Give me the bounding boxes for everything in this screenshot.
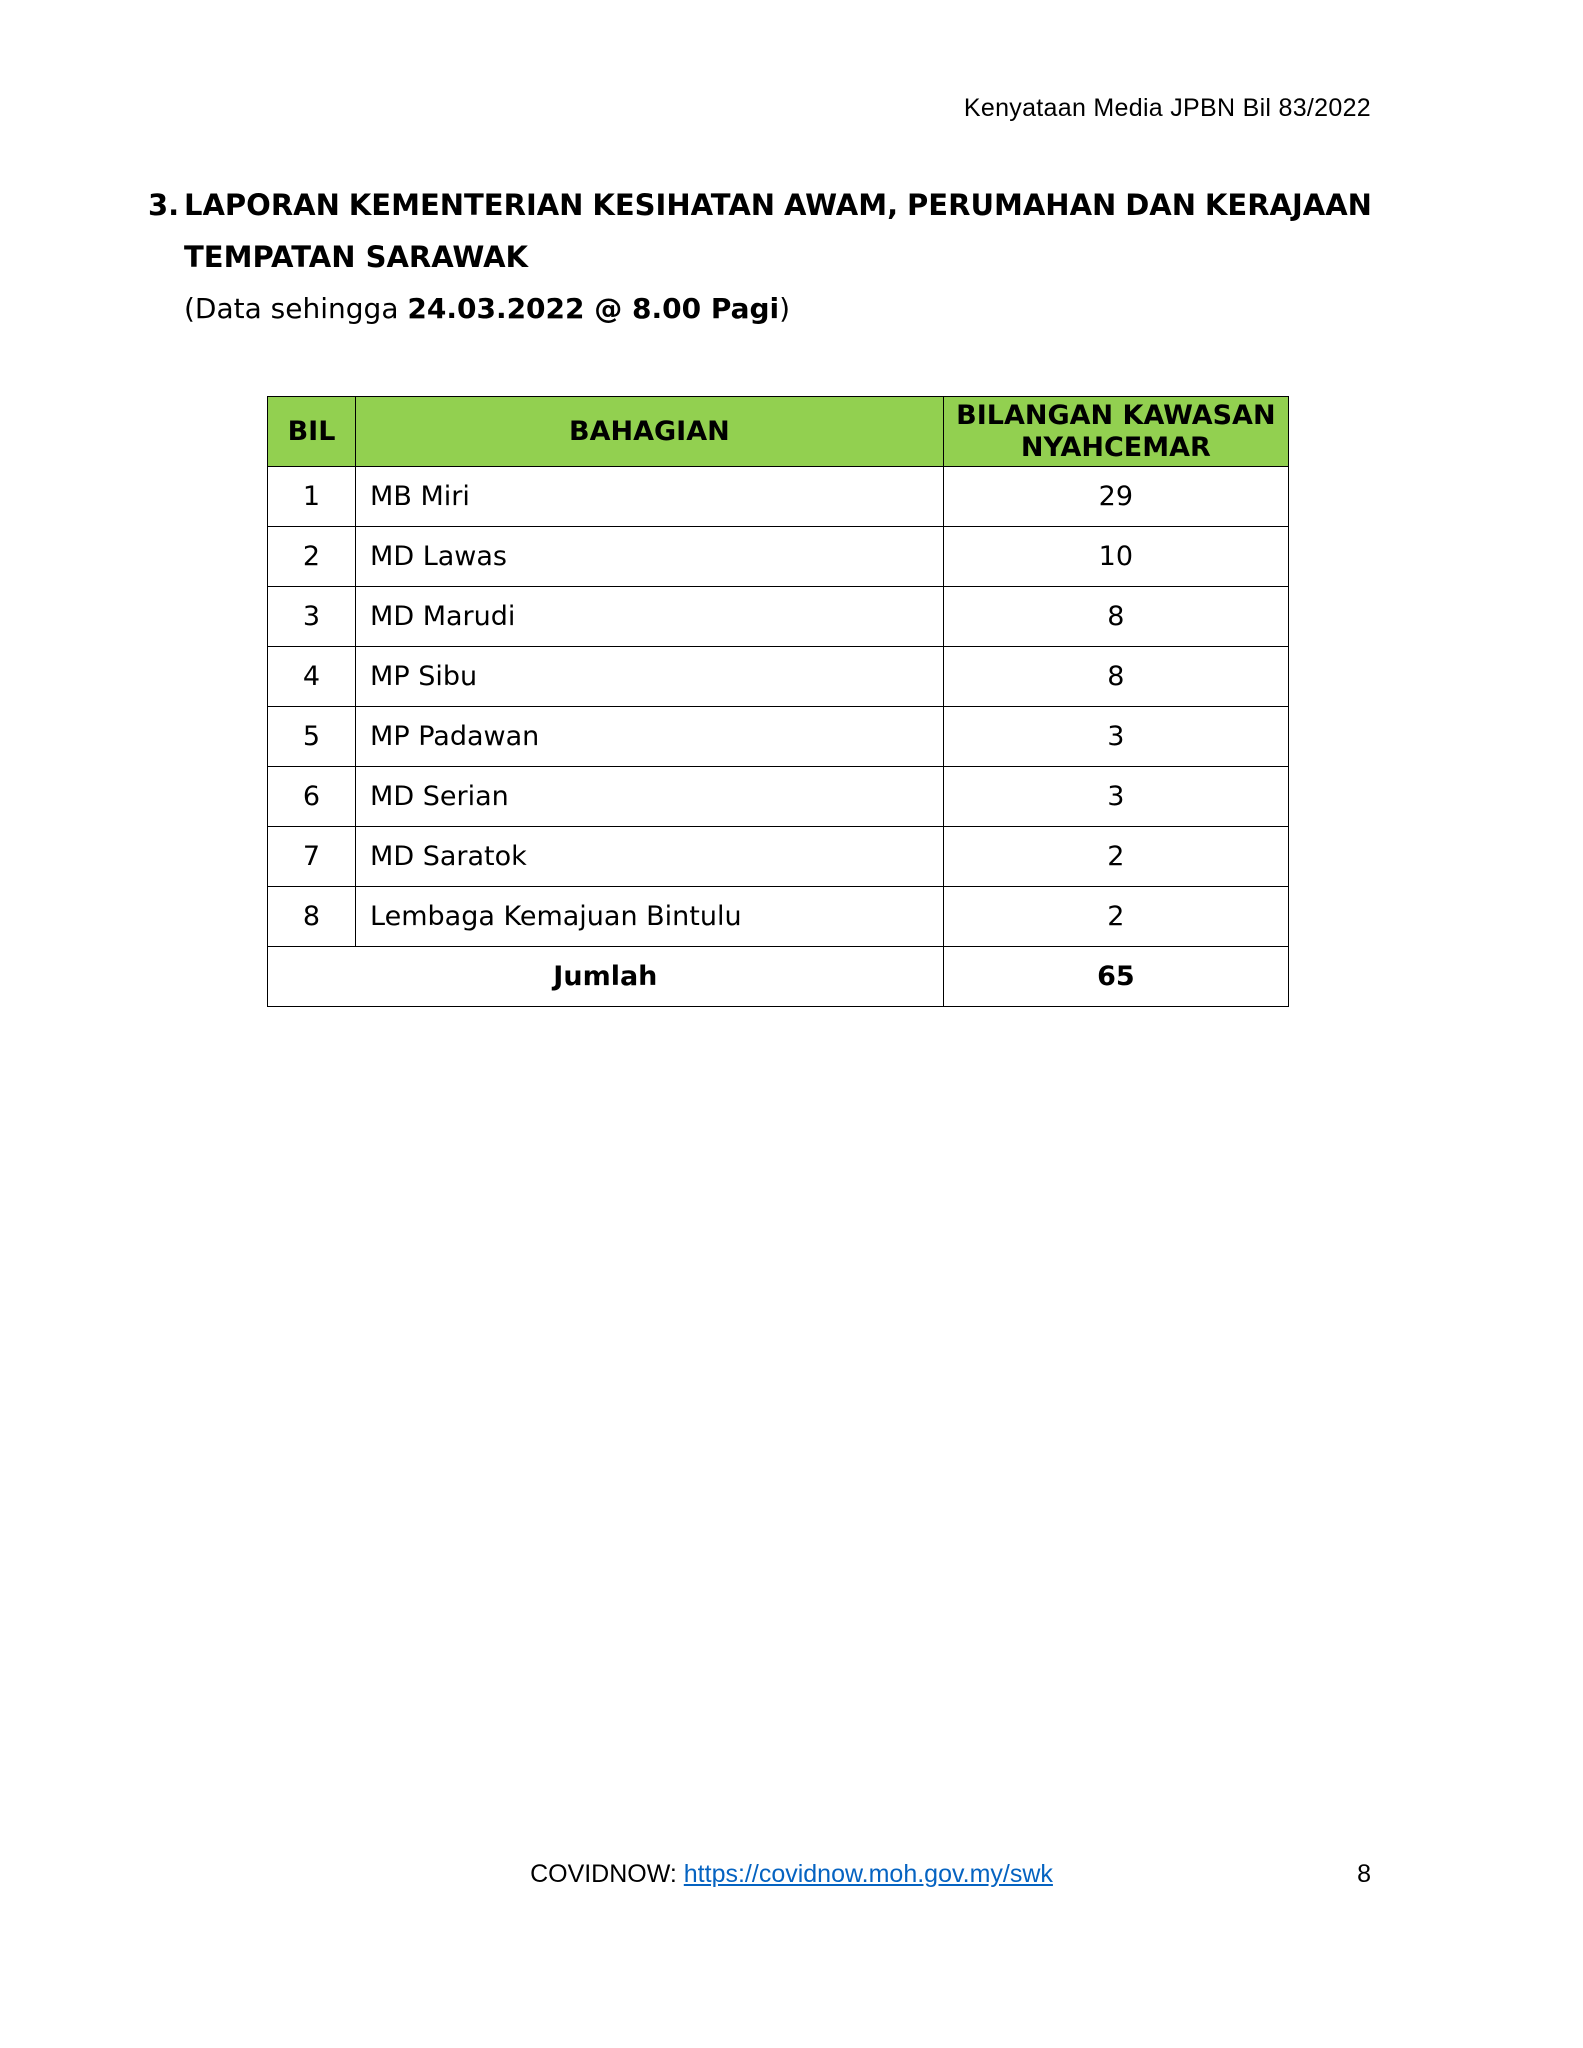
note-suffix: ) <box>779 292 791 325</box>
cell-bil: 5 <box>268 707 356 767</box>
title-word: AWAM, <box>783 188 899 222</box>
cell-bahagian: MD Marudi <box>356 587 944 647</box>
total-row <box>268 947 1289 1007</box>
cell-bil: 1 <box>268 467 356 527</box>
cell-bil: 6 <box>268 767 356 827</box>
table-row <box>268 467 1289 527</box>
cell-bilangan: 29 <box>943 467 1288 527</box>
header-bahagian: BAHAGIAN <box>356 397 944 467</box>
table-row <box>268 827 1289 887</box>
section-title-line2: TEMPATAN SARAWAK <box>184 240 528 274</box>
cell-bil: 8 <box>268 887 356 947</box>
cell-bilangan: 10 <box>943 527 1288 587</box>
document-reference: Kenyataan Media JPBN Bil 83/2022 <box>963 94 1371 122</box>
cell-bilangan: 8 <box>943 647 1288 707</box>
total-label: Jumlah <box>268 947 944 1007</box>
cell-bilangan: 2 <box>943 827 1288 887</box>
cell-bil: 3 <box>268 587 356 647</box>
cell-bilangan: 3 <box>943 767 1288 827</box>
cell-bilangan: 3 <box>943 707 1288 767</box>
title-word: PERUMAHAN <box>907 188 1117 222</box>
header-bilangan-line1: BILANGAN KAWASAN <box>956 399 1276 431</box>
title-word: KERAJAAN <box>1204 188 1372 222</box>
header-bilangan-line2: NYAHCEMAR <box>1020 431 1211 463</box>
data-date-note <box>184 283 1372 335</box>
page-number: 8 <box>1357 1860 1371 1888</box>
section-title <box>184 179 1372 283</box>
title-word: KESIHATAN <box>592 188 776 222</box>
cell-bil: 7 <box>268 827 356 887</box>
title-word: DAN <box>1125 188 1196 222</box>
header-bil: BIL <box>268 397 356 467</box>
table-row <box>268 647 1289 707</box>
cell-bilangan: 2 <box>943 887 1288 947</box>
cell-bahagian: MP Sibu <box>356 647 944 707</box>
footer-label: COVIDNOW: <box>530 1860 684 1888</box>
title-word: LAPORAN <box>184 188 340 222</box>
cell-bahagian: MP Padawan <box>356 707 944 767</box>
section-number: 3. <box>148 188 180 222</box>
header-bilangan <box>943 397 1288 467</box>
cell-bilangan: 8 <box>943 587 1288 647</box>
cell-bil: 4 <box>268 647 356 707</box>
table-row <box>268 587 1289 647</box>
section-heading <box>148 188 1372 335</box>
cell-bahagian: MD Lawas <box>356 527 944 587</box>
section-title-line1 <box>184 179 1372 231</box>
cell-bahagian: Lembaga Kemajuan Bintulu <box>356 887 944 947</box>
report-table <box>267 396 1289 1007</box>
table-row <box>268 707 1289 767</box>
table-row <box>268 887 1289 947</box>
cell-bahagian: MD Serian <box>356 767 944 827</box>
note-date: 24.03.2022 @ 8.00 Pagi <box>407 292 780 325</box>
cell-bahagian: MB Miri <box>356 467 944 527</box>
cell-bil: 2 <box>268 527 356 587</box>
cell-bahagian: MD Saratok <box>356 827 944 887</box>
total-count: 65 <box>943 947 1288 1007</box>
table-header-row <box>268 397 1289 467</box>
note-prefix: (Data sehingga <box>184 292 408 325</box>
table-row <box>268 527 1289 587</box>
footer <box>0 1860 1583 1889</box>
covidnow-link[interactable]: https://covidnow.moh.gov.my/swk <box>683 1860 1053 1888</box>
table-row <box>268 767 1289 827</box>
title-word: KEMENTERIAN <box>348 188 584 222</box>
